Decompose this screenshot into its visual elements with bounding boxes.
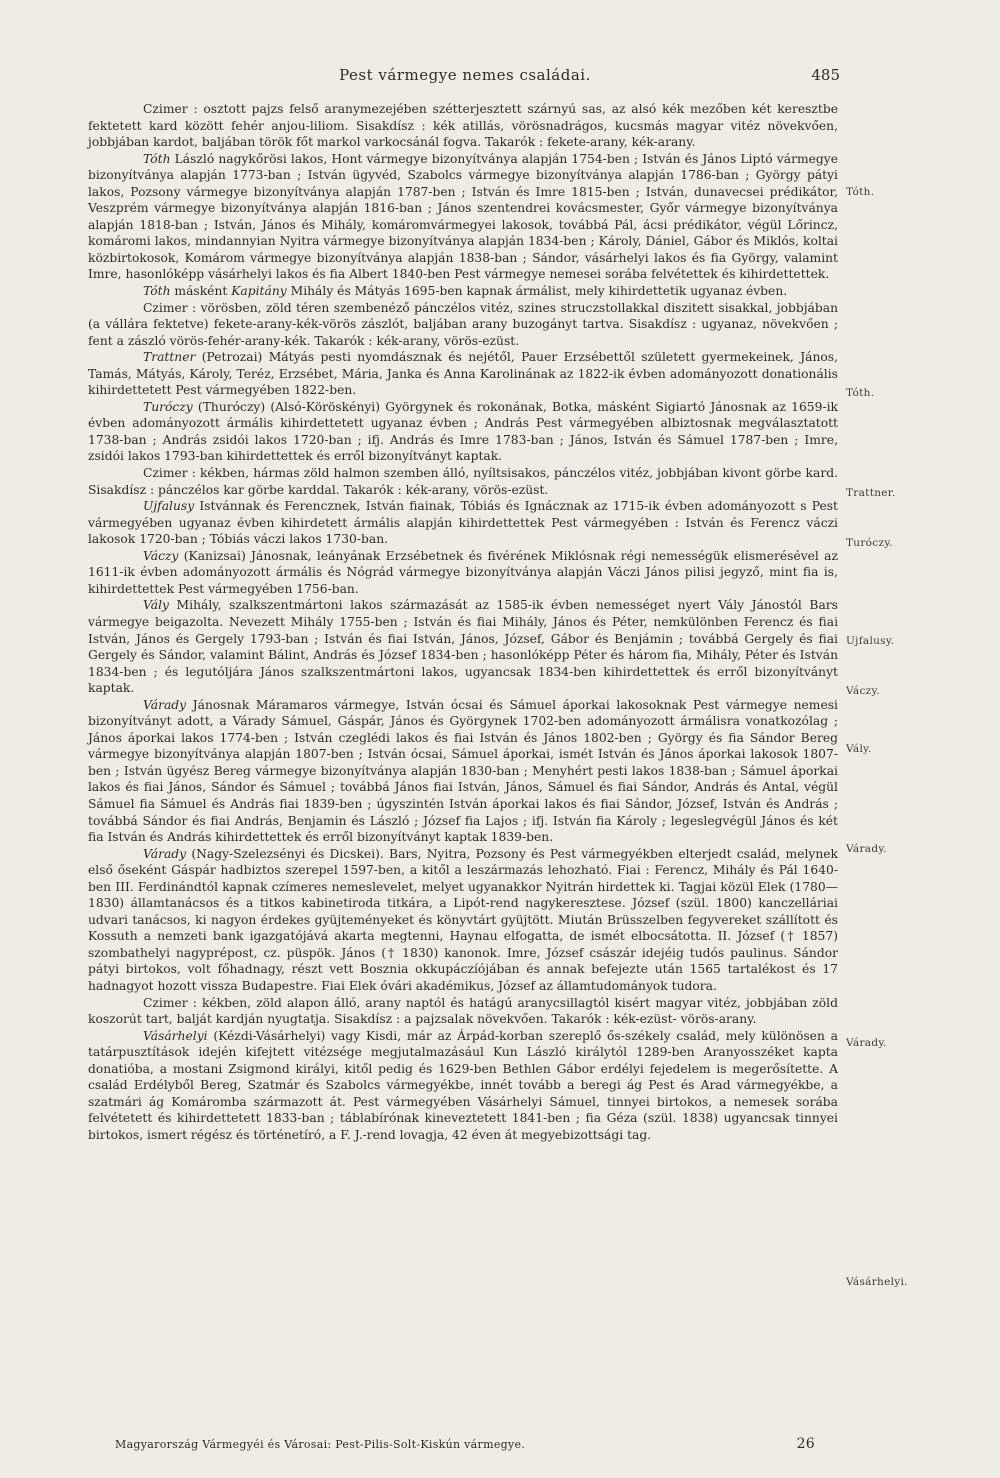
family-name: Váczy	[143, 548, 179, 563]
paragraph	[88, 300, 838, 350]
paragraph	[88, 995, 838, 1028]
page-footer	[115, 1438, 815, 1458]
paragraph-text: (Nagy-Szelezsényi és Dicskei). Bars, Nyitra, Pozsony és Pest vármegyékben elterjedt család, melynek első őseként Gáspár hadbiztos szerepel 1597-ben, a kitől a leszármazás lehozható. Fiai : Ferencz, Mihály és Pál 1640-ben III. Ferdinándtól kapnak czímeres nemeslevelet, melyet ugyanakkor Nyitrán hirdettek ki. Tagjai közül Elek (1780—1830) államtanácsos és a titkos kabinetiroda titkára, a Lipót-rend nagykeresztese. József (szül. 1800) kanczelláriai udvari tanácsos, ki nagyon érdekes gyüjteményeket és könyvtárt gyüjtött. Miután Brüsszelben fegyvereket szállított és Kossuth a nemzeti bank igazgatójává akarta megtenni, Haynau elfogatta, de ismét elbocsátotta. II. József († 1857) szombathelyi nagyprépost, cz. püspök. János († 1830) kanonok. Imre, József császár idejéig tudós paulinus. Sándor pátyi birtokos, volt főhadnagy, részt vett Bosznia okkupáczíójában és annak befejezte után 1565 tartalékost és 17 hadnagyot hozott vissza Budapestre. Fiai Elek óvári akadémikus, József az államtudományok tudora.	[88, 846, 838, 993]
paragraph-text: (Kézdi-Vásárhelyi) vagy Kisdi, már az Árpád-korban szereplő ős-székely család, mely különösen a tatárpusztítások idején kifejtett vitézsége megjutalmazásául Kun László királytól 1289-ben Aranyosszéket kapta donatióba, a mostani Zsigmond királyi, kitől pedig és 1629-ben Bethlen Gábor erdélyi fejedelem is megerősítette. A család Erdélyből Bereg, Szatmár és Szabolcs vármegyékbe, innét tovább a beregi ág Pest és Arad vármegyékbe, a szatmári ág Komáromba származott át. Pest vármegyében Vásárhelyi Sámuel, tinnyei birtokos, a nemesek sorába felvétetett és kihirdettetett 1833-ban ; táblabírónak kineveztetett 1841-ben ; fia Géza (szül. 1838) ugyancsak tinnyei birtokos, ismert régész és történetíró, a F. J.-rend lovagja, 42 éven át megyebizottsági tag.	[88, 1028, 838, 1142]
footer-book-title: Magyarország Vármegyéi és Városai: Pest-Pilis-Solt-Kiskún vármegye.	[115, 1438, 526, 1451]
margin-note: Ujfalusy.	[846, 635, 895, 647]
paragraph-text: Czimer : osztott pajzs felső aranymezejében szétterjesztett szárnyú sas, az alsó kék mezőben két keresztbe fektetett kard között fehér anjou-liliom. Sisakdísz : kék atillás, vörösnadrágos, kucsmás magyar vitéz növekvően, jobbjában kardot, baljában török főt markol varkocsánál fogva. Takarók : fekete-arany, kék-arany.	[88, 102, 838, 150]
paragraph	[88, 548, 838, 598]
family-name: Tóth	[143, 151, 171, 166]
margin-note: Turóczy.	[846, 537, 893, 549]
paragraph-text: másként	[170, 284, 232, 299]
margin-note: Tóth.	[846, 186, 875, 198]
paragraph-text: Czimer : kékben, zöld alapon álló, arany naptól és hatágú aranycsillagtól kisért magyar vitéz, jobbjában zöld koszorút tart, balját kardján nyugtatja. Sisakdísz : a pajzsalak növekvően. Takarók : kék-ezüst- vörös-arany.	[88, 995, 838, 1027]
paragraph-text: (Petrozai) Mátyás pesti nyomdásznak és nejétől, Pauer Erzsébettől született gyermekeinek, János, Tamás, Mátyás, Károly, Teréz, Erzsébet, Mária, Janka és Anna Karolinának az 1822-ik évben adományozott donationális kihirdettetett Pest vármegyében 1822-ben.	[88, 350, 838, 398]
paragraph-text: (Kanizsai) Jánosnak, leányának Erzsébetnek és fivérének Miklósnak régi nemességük elismerésével az 1611-ik évben adományozott ármális és Nógrád vármegye bizonyítványa alapján Váczi János pilisi jegyző, mint fia is, kihirdettettek Pest vármegyében 1756-ban.	[88, 548, 838, 596]
paragraph	[88, 597, 838, 696]
margin-note: Váczy.	[846, 685, 880, 697]
paragraph-text: Mihály és Mátyás 1695-ben kapnak ármálist, mely kihirdettetik ugyanaz évben.	[286, 284, 788, 299]
family-name: Tóth	[143, 284, 171, 299]
paragraph-text: Jánosnak Máramaros vármegye, István ócsai és Sámuel áporkai lakosoknak Pest vármegye nemesi bizonyítványt adott, a Várady Sámuel, Gáspár, János és Györgynek 1702-ben adományozott ármálisra vonatkozólag ; János áporkai lakos 1774-ben ; István czeglédi lakos és fiai István és János 1802-ben ; György és fia Sándor Bereg vármegye bizonyítványa alapján 1807-ben ; István ócsai, Sámuel áporkai, ismét István és János áporkai lakosok 1807-ben ; István ügyész Bereg vármegye bizonyítványa alapján 1830-ban ; Menyhért pesti lakos 1838-ban ; Sámuel áporkai lakos és fiai János, Sándor és Sámuel ; továbbá János fiai István, János, Sámuel és fiai Sándor, András és Antal, végül Sámuel fia Sámuel és András fiai 1839-ben ; úgyszintén István áporkai lakos és fiai Sándor, József, István és András ; továbbá Sándor és fiai András, Benjamin és László ; József fia Lajos ; ifj. István fia Károly ; legeslegvégül János és két fia István és András kihirdettettek és erről bizonyítványt kaptak 1839-ben.	[88, 697, 838, 845]
family-name: Várady	[143, 846, 187, 861]
family-alias: Kapitány	[231, 284, 287, 299]
running-header	[90, 66, 840, 90]
paragraph	[88, 349, 838, 399]
running-title: Pest vármegye nemes családai.	[339, 66, 591, 84]
paragraph	[88, 846, 838, 995]
paragraph-text: László nagykőrösi lakos, Hont vármegye bizonyítványa alapján 1754-ben ; István és János Liptó vármegye bizonyítványa alapján 1773-ban ; István ügyvéd, Szabolcs vármegye bizonyítványa alapján 1786-ban ; György pátyi lakos, Pozsony vármegye bizonyítványa alapján 1787-ben ; István és Imre 1815-ben ; István, dunavecsei prédikátor, Veszprém vármegye bizonyítványa alapján 1816-ban ; János szentendrei kovácsmester, Győr vármegye bizonyítványa alapján 1818-ban ; István, János és Mihály, komáromvármegyei lakosok, továbbá Pál, ácsi prédikátor, végül Lőrincz, komáromi lakos, mindannyian Nyitra vármegye bizonyítványa alapján 1834-ben ; Károly, Dániel, Gábor és Miklós, koltai közbirtokosok, Komárom vármegye bizonyítványa alapján 1838-ban ; Sándor, vásárhelyi lakos és fia György, valamint Imre, hasonlóképp vásárhelyi lakos és fia Albert 1840-ben Pest vármegye nemesei sorába felvétettek és kihirdettettek.	[88, 151, 838, 282]
main-text	[88, 101, 838, 1431]
paragraph-text: Czimer : vörösben, zöld téren szembenéző pánczélos vitéz, szines struczstollakkal diszitett sisakkal, jobbjában (a vállára fektetve) fekete-arany-kék-vörös zászlót, baljában arany buzogányt tartva. Sisakdísz : ugyanaz, növekvően ; fent a zászló vörös-fehér-arany-kék. Takarók : kék-arany, vörös-ezüst.	[88, 300, 838, 348]
paragraph	[88, 465, 838, 498]
margin-note: Tóth.	[846, 387, 875, 399]
paragraph-text: Istvánnak és Ferencznek, István fiainak, Tóbiás és Ignácznak az 1715-ik évben adományozott s Pest vármegyében ugyanaz évben kihirdetett ármális alapján kihirdettettek Pest vármegyében : István és Ferencz váczi lakosok 1720-ban ; Tóbiás váczi lakos 1730-ban.	[88, 499, 838, 547]
footer-signature: 26	[796, 1436, 815, 1452]
paragraph	[88, 1028, 838, 1144]
family-name: Trattner	[143, 350, 196, 365]
paragraph	[88, 283, 838, 300]
margin-note: Várady.	[846, 1037, 887, 1049]
paragraph	[88, 697, 838, 846]
margin-note: Trattner.	[846, 487, 896, 499]
family-name: Vály	[143, 598, 169, 613]
paragraph-text: Mihály, szalkszentmártoni lakos származását az 1585-ik évben nemességet nyert Vály Jánostól Bars vármegye beigazolta. Nevezett Mihály 1755-ben ; István és fiai Mihály, János és Péter, nemkülönben Ferencz és fiai István, János és Gergely 1793-ban ; István és fiai István, János, József, Gábor és Benjámin ; továbbá Gergely és fiai Gergely és Sándor, valamint Bálint, András és József 1834-ben ; hasonlóképp Péter és három fia, Mihály, Péter és István 1834-ben ; és legutóljára János szalkszentmártoni lakos, ugyancsak 1834-ben kihirdettettek és erről bizonyítványt kaptak.	[88, 598, 838, 696]
family-name: Turóczy	[143, 399, 193, 414]
paragraph	[88, 498, 838, 548]
paragraph	[88, 399, 838, 465]
paragraph	[88, 151, 838, 283]
margin-note: Várady.	[846, 843, 887, 855]
paragraph	[88, 101, 838, 151]
paragraph-text: Czimer : kékben, hármas zöld halmon szemben álló, nyíltsisakos, pánczélos vitéz, jobbjában kivont görbe kard. Sisakdísz : pánczélos kar görbe karddal. Takarók : kék-arany, vörös-ezüst.	[88, 466, 838, 497]
margin-note: Vály.	[846, 743, 872, 755]
paragraph-text: (Thuróczy) (Alsó-Köröskényi) Györgynek és rokonának, Botka, másként Sigiartó Jánosnak az 1659-ik évben adományozott ármális kihirdettetett ugyanaz évben ; András Pest vármegyében albiztosnak megválasztatott 1738-ban ; András zsidói lakos 1720-ban ; ifj. András és Imre 1783-ban ; János, István és Sámuel 1787-ben ; Imre, zsidói lakos 1793-ban kihirdettettek és erről bizonyítványt kaptak.	[88, 399, 838, 464]
page-number: 485	[811, 66, 840, 84]
family-name: Vásárhelyi	[143, 1028, 208, 1043]
family-name: Várady	[143, 697, 187, 712]
family-name: Ujfalusy	[143, 499, 195, 514]
margin-note: Vásárhelyi.	[846, 1276, 908, 1288]
